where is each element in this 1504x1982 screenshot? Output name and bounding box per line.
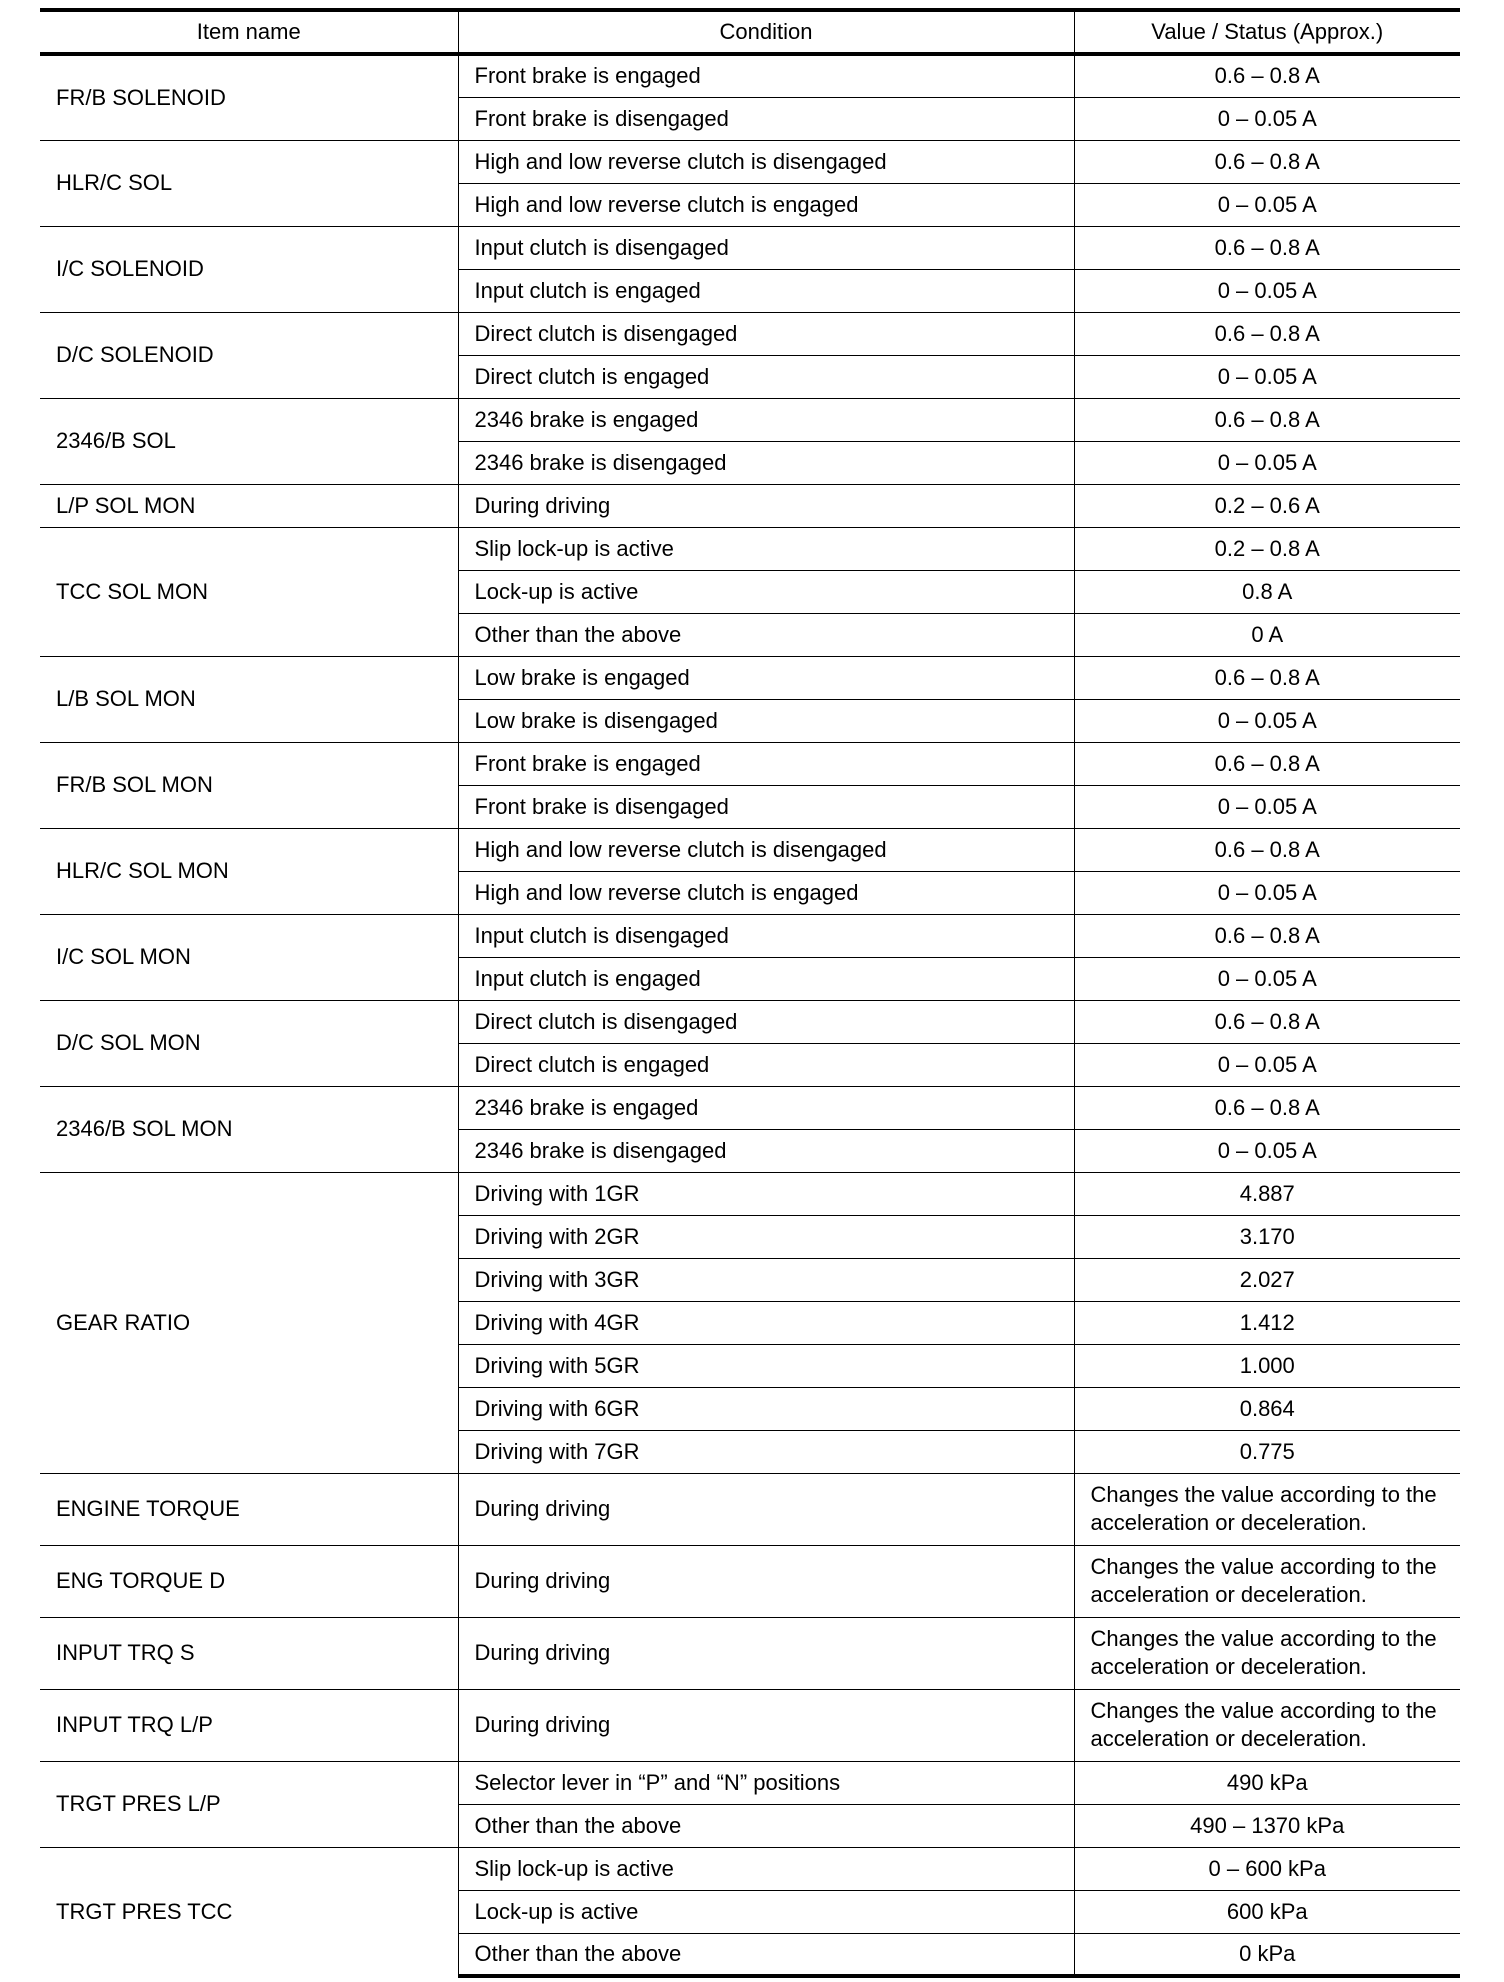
value-cell: 0.6 – 0.8 A: [1074, 226, 1460, 269]
condition-cell: Direct clutch is disengaged: [458, 1000, 1074, 1043]
condition-cell: Direct clutch is disengaged: [458, 312, 1074, 355]
condition-cell: Driving with 7GR: [458, 1430, 1074, 1473]
condition-cell: Input clutch is engaged: [458, 957, 1074, 1000]
condition-cell: Driving with 3GR: [458, 1258, 1074, 1301]
condition-cell: During driving: [458, 1689, 1074, 1761]
table-row: [40, 226, 1460, 269]
value-cell: 0 – 0.05 A: [1074, 1129, 1460, 1172]
condition-cell: Low brake is engaged: [458, 656, 1074, 699]
table-row: [40, 1172, 1460, 1215]
item-name-cell: L/P SOL MON: [40, 484, 458, 527]
value-cell: 1.000: [1074, 1344, 1460, 1387]
table-row: [40, 54, 1460, 97]
item-name-cell: INPUT TRQ S: [40, 1617, 458, 1689]
item-name-cell: TRGT PRES L/P: [40, 1761, 458, 1847]
condition-cell: During driving: [458, 1617, 1074, 1689]
value-cell: 0 – 0.05 A: [1074, 1043, 1460, 1086]
condition-cell: Slip lock-up is active: [458, 1847, 1074, 1890]
value-cell: 0.8 A: [1074, 570, 1460, 613]
condition-cell: Driving with 2GR: [458, 1215, 1074, 1258]
value-cell: 0 – 0.05 A: [1074, 97, 1460, 140]
value-cell: 0.6 – 0.8 A: [1074, 140, 1460, 183]
value-cell: 2.027: [1074, 1258, 1460, 1301]
item-name-cell: GEAR RATIO: [40, 1172, 458, 1473]
value-cell: 0.6 – 0.8 A: [1074, 1086, 1460, 1129]
value-cell: 0 – 600 kPa: [1074, 1847, 1460, 1890]
value-cell: 0.6 – 0.8 A: [1074, 312, 1460, 355]
condition-cell: 2346 brake is disengaged: [458, 1129, 1074, 1172]
condition-cell: Driving with 1GR: [458, 1172, 1074, 1215]
value-cell: Changes the value according to the acceleration or deceleration.: [1074, 1689, 1460, 1761]
item-name-cell: I/C SOLENOID: [40, 226, 458, 312]
table-row: [40, 1545, 1460, 1617]
value-cell: 0 – 0.05 A: [1074, 785, 1460, 828]
value-cell: Changes the value according to the acceleration or deceleration.: [1074, 1617, 1460, 1689]
table-row: [40, 1086, 1460, 1129]
value-cell: 0.6 – 0.8 A: [1074, 656, 1460, 699]
item-name-cell: I/C SOL MON: [40, 914, 458, 1000]
table-row: [40, 1847, 1460, 1890]
value-cell: 0.6 – 0.8 A: [1074, 1000, 1460, 1043]
item-name-cell: D/C SOL MON: [40, 1000, 458, 1086]
spec-table-container: [40, 8, 1460, 1978]
condition-cell: Other than the above: [458, 1933, 1074, 1976]
table-row: [40, 1617, 1460, 1689]
condition-cell: Slip lock-up is active: [458, 527, 1074, 570]
value-cell: 3.170: [1074, 1215, 1460, 1258]
value-cell: 0.775: [1074, 1430, 1460, 1473]
value-cell: 0 – 0.05 A: [1074, 699, 1460, 742]
condition-cell: 2346 brake is engaged: [458, 1086, 1074, 1129]
value-cell: 0.2 – 0.6 A: [1074, 484, 1460, 527]
item-name-cell: FR/B SOL MON: [40, 742, 458, 828]
table-header: [40, 10, 1460, 54]
condition-cell: Low brake is disengaged: [458, 699, 1074, 742]
value-cell: Changes the value according to the acceleration or deceleration.: [1074, 1473, 1460, 1545]
value-cell: 1.412: [1074, 1301, 1460, 1344]
value-cell: 4.887: [1074, 1172, 1460, 1215]
condition-cell: Driving with 6GR: [458, 1387, 1074, 1430]
condition-cell: During driving: [458, 1473, 1074, 1545]
item-name-cell: HLR/C SOL: [40, 140, 458, 226]
item-name-cell: INPUT TRQ L/P: [40, 1689, 458, 1761]
table-row: [40, 1689, 1460, 1761]
condition-cell: Front brake is disengaged: [458, 785, 1074, 828]
condition-cell: Other than the above: [458, 613, 1074, 656]
condition-cell: High and low reverse clutch is disengaged: [458, 140, 1074, 183]
value-cell: 0.6 – 0.8 A: [1074, 914, 1460, 957]
table-row: [40, 914, 1460, 957]
condition-cell: Front brake is engaged: [458, 742, 1074, 785]
condition-cell: Direct clutch is engaged: [458, 1043, 1074, 1086]
value-cell: 0.6 – 0.8 A: [1074, 54, 1460, 97]
value-cell: 0 – 0.05 A: [1074, 269, 1460, 312]
item-name-cell: TRGT PRES TCC: [40, 1847, 458, 1976]
header-row: [40, 10, 1460, 54]
value-cell: 600 kPa: [1074, 1890, 1460, 1933]
item-name-cell: ENGINE TORQUE: [40, 1473, 458, 1545]
table-row: [40, 742, 1460, 785]
value-cell: 0.2 – 0.8 A: [1074, 527, 1460, 570]
item-name-cell: FR/B SOLENOID: [40, 54, 458, 140]
table-row: [40, 140, 1460, 183]
value-cell: 0.864: [1074, 1387, 1460, 1430]
item-name-cell: TCC SOL MON: [40, 527, 458, 656]
table-row: [40, 1761, 1460, 1804]
condition-cell: 2346 brake is engaged: [458, 398, 1074, 441]
header-item-name: Item name: [40, 10, 458, 54]
value-cell: 0 – 0.05 A: [1074, 441, 1460, 484]
condition-cell: Front brake is engaged: [458, 54, 1074, 97]
value-cell: 0 – 0.05 A: [1074, 957, 1460, 1000]
condition-cell: Input clutch is disengaged: [458, 914, 1074, 957]
condition-cell: Direct clutch is engaged: [458, 355, 1074, 398]
condition-cell: Lock-up is active: [458, 570, 1074, 613]
item-name-cell: D/C SOLENOID: [40, 312, 458, 398]
item-name-cell: ENG TORQUE D: [40, 1545, 458, 1617]
condition-cell: Input clutch is disengaged: [458, 226, 1074, 269]
table-row: [40, 656, 1460, 699]
condition-cell: Driving with 4GR: [458, 1301, 1074, 1344]
condition-cell: High and low reverse clutch is engaged: [458, 183, 1074, 226]
value-cell: 490 kPa: [1074, 1761, 1460, 1804]
value-cell: 0.6 – 0.8 A: [1074, 398, 1460, 441]
condition-cell: High and low reverse clutch is disengaged: [458, 828, 1074, 871]
condition-cell: Input clutch is engaged: [458, 269, 1074, 312]
table-row: [40, 484, 1460, 527]
condition-cell: Lock-up is active: [458, 1890, 1074, 1933]
table-row: [40, 1000, 1460, 1043]
condition-cell: High and low reverse clutch is engaged: [458, 871, 1074, 914]
value-cell: 0 – 0.05 A: [1074, 871, 1460, 914]
condition-cell: Other than the above: [458, 1804, 1074, 1847]
item-name-cell: 2346/B SOL: [40, 398, 458, 484]
header-condition: Condition: [458, 10, 1074, 54]
item-name-cell: 2346/B SOL MON: [40, 1086, 458, 1172]
value-cell: 0 – 0.05 A: [1074, 183, 1460, 226]
value-cell: 0 – 0.05 A: [1074, 355, 1460, 398]
value-cell: 0 A: [1074, 613, 1460, 656]
table-row: [40, 828, 1460, 871]
table-row: [40, 312, 1460, 355]
value-cell: 0.6 – 0.8 A: [1074, 742, 1460, 785]
table-row: [40, 527, 1460, 570]
condition-cell: During driving: [458, 1545, 1074, 1617]
value-cell: 0.6 – 0.8 A: [1074, 828, 1460, 871]
value-cell: 0 kPa: [1074, 1933, 1460, 1976]
value-cell: 490 – 1370 kPa: [1074, 1804, 1460, 1847]
value-cell: Changes the value according to the acceleration or deceleration.: [1074, 1545, 1460, 1617]
table-body: [40, 54, 1460, 1976]
table-row: [40, 398, 1460, 441]
item-name-cell: L/B SOL MON: [40, 656, 458, 742]
condition-cell: 2346 brake is disengaged: [458, 441, 1074, 484]
condition-cell: Selector lever in “P” and “N” positions: [458, 1761, 1074, 1804]
condition-cell: Front brake is disengaged: [458, 97, 1074, 140]
spec-table: [40, 8, 1460, 1978]
header-value-status: Value / Status (Approx.): [1074, 10, 1460, 54]
condition-cell: During driving: [458, 484, 1074, 527]
item-name-cell: HLR/C SOL MON: [40, 828, 458, 914]
table-row: [40, 1473, 1460, 1545]
condition-cell: Driving with 5GR: [458, 1344, 1074, 1387]
